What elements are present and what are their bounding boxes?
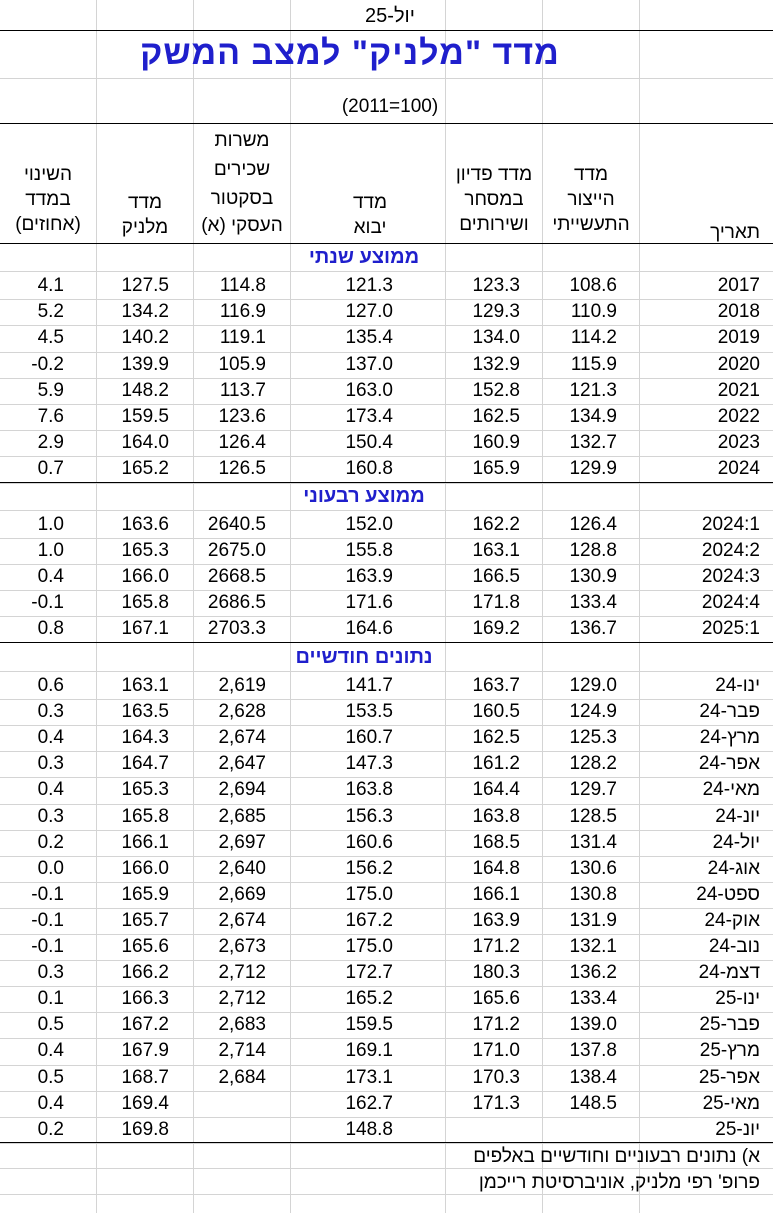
cell-industry: 128.8 [569,540,617,561]
cell-imports: 156.3 [345,805,393,827]
cell-date: יונ-25 [715,1118,760,1140]
header-melnik: מדד מלניק [121,192,169,238]
cell-employment: 2686.5 [207,592,266,613]
cell-change: -0.1 [31,592,64,613]
cell-industry: 125.3 [569,727,617,749]
cell-date: 2022 [717,406,760,427]
cell-change: 0.3 [37,753,64,775]
cell-trade: 129.3 [472,301,520,323]
divider [0,78,773,79]
divider [0,1194,773,1195]
cell-employment: 2,674 [218,727,266,749]
cell-trade: 134.0 [472,327,520,349]
cell-trade: 163.9 [472,909,520,931]
cell-date: 2021 [717,379,760,401]
cell-date: ספט-24 [696,883,760,905]
table-row [0,325,773,351]
cell-trade: 165.9 [472,458,520,480]
cell-trade: 160.9 [472,432,520,454]
table-row [0,1012,773,1038]
table-row [0,673,773,699]
cell-trade: 171.8 [472,592,520,613]
table-row [0,273,773,299]
cell-imports: 148.8 [345,1118,393,1140]
cell-date: ינו-24 [715,675,760,696]
cell-melnik: 164.3 [121,727,169,749]
table-row [0,564,773,590]
table-row [0,856,773,882]
header-trade: מדד פדיון במסחר ושירותים [455,164,533,235]
table-row [0,616,773,642]
cell-trade: 162.5 [472,727,520,749]
cell-date: 2018 [717,301,760,323]
cell-date: 2024:3 [701,566,760,587]
cell-employment: 2,647 [218,753,266,775]
cell-imports: 160.8 [345,458,393,480]
cell-melnik: 165.6 [121,936,169,957]
cell-imports: 137.0 [345,353,393,375]
cell-date: יול-24 [712,831,760,853]
cell-date: דצמ-24 [698,962,760,984]
cell-trade: 164.8 [472,857,520,879]
cell-industry: 138.4 [569,1066,617,1088]
cell-change: 0.5 [37,1014,64,1036]
cell-industry: 136.7 [569,618,617,639]
cell-melnik: 165.3 [121,779,169,801]
cell-melnik: 167.9 [121,1040,169,1062]
cell-melnik: 139.9 [121,353,169,375]
cell-employment: 119.1 [219,327,266,349]
cell-change: 5.9 [37,379,64,401]
table-row [0,908,773,934]
cell-melnik: 134.2 [121,301,169,323]
table-row [0,882,773,908]
table-row [0,456,773,482]
cell-melnik: 169.4 [121,1092,169,1114]
cell-date: מאי-24 [702,779,760,801]
cell-date: 2024:2 [701,540,760,561]
cell-imports: 169.1 [345,1040,393,1062]
cell-industry: 108.6 [569,275,617,296]
cell-trade: 163.1 [472,540,520,561]
cell-employment: 126.5 [218,458,266,480]
divider [0,30,773,31]
cell-employment: 2675.0 [207,540,266,561]
cell-industry: 136.2 [569,962,617,984]
divider [0,642,773,643]
cell-imports: 160.6 [345,831,393,853]
cell-change: 0.4 [37,566,64,587]
cell-industry: 130.8 [569,883,617,905]
cell-imports: 175.0 [345,883,393,905]
table-row [0,804,773,830]
divider [0,1142,773,1143]
cell-change: 0.2 [37,1118,64,1140]
cell-imports: 171.6 [345,592,393,613]
header-employment: משרות שכירים בסקטור העסקי (א) [201,130,283,236]
cell-melnik: 167.2 [121,1014,169,1036]
table-row [0,512,773,538]
cell-date: נוב-24 [708,936,760,957]
cell-trade: 163.8 [472,805,520,827]
cell-change: 2.9 [37,432,64,454]
cell-industry: 129.7 [569,779,617,801]
table-row [0,538,773,564]
cell-change: 1.0 [37,514,64,535]
cell-industry: 131.9 [569,909,617,931]
cell-employment: 2703.3 [207,618,266,639]
cell-change: 0.7 [37,458,64,480]
cell-date: 2025:1 [701,618,760,639]
cell-trade: 166.1 [472,883,520,905]
table-row [0,1065,773,1091]
cell-change: 4.1 [37,275,64,296]
cell-date: 2019 [717,327,760,349]
cell-date: מרץ-24 [699,727,760,749]
cell-imports: 147.3 [345,753,393,775]
cell-change: -0.1 [31,936,64,957]
cell-date: מאי-25 [702,1092,760,1114]
cell-employment: 2,640 [218,857,266,879]
cell-imports: 160.7 [345,727,393,749]
cell-imports: 172.7 [345,962,393,984]
table-row [0,934,773,960]
cell-trade: 163.7 [472,675,520,696]
cell-industry: 128.2 [569,753,617,775]
cell-employment: 2,697 [218,831,266,853]
cell-melnik: 168.7 [121,1066,169,1088]
cell-trade: 152.8 [472,379,520,401]
cell-imports: 163.0 [345,379,393,401]
cell-employment: 2,685 [218,805,266,827]
cell-industry: 129.0 [569,675,617,696]
cell-change: 0.0 [37,857,64,879]
cell-imports: 152.0 [345,514,393,535]
cell-trade: 161.2 [472,753,520,775]
cell-melnik: 165.2 [121,458,169,480]
cell-melnik: 166.0 [121,857,169,879]
cell-melnik: 140.2 [121,327,169,349]
cell-change: 0.4 [37,1040,64,1062]
cell-trade: 171.3 [472,1092,520,1114]
footnote: א) נתונים רבעוניים וחודשיים באלפים [473,1146,760,1167]
cell-trade: 171.2 [472,936,520,957]
cell-trade: 169.2 [472,618,520,639]
cell-industry: 114.2 [570,327,617,349]
cell-trade: 166.5 [472,566,520,587]
cell-imports: 153.5 [345,701,393,723]
cell-imports: 173.1 [345,1066,393,1088]
cell-industry: 139.0 [569,1014,617,1036]
table-row [0,1091,773,1117]
cell-imports: 141.7 [345,675,393,696]
cell-melnik: 165.9 [121,883,169,905]
cell-employment: 2,673 [218,936,266,957]
cell-industry: 131.4 [569,831,617,853]
cell-employment: 116.9 [219,301,266,323]
cell-melnik: 163.6 [121,514,169,535]
cell-trade: 168.5 [472,831,520,853]
cell-date: 2020 [717,353,760,375]
table-row [0,299,773,325]
cell-change: 0.5 [37,1066,64,1088]
cell-industry: 132.7 [569,432,617,454]
cell-imports: 173.4 [345,406,393,427]
cell-imports: 162.7 [345,1092,393,1114]
cell-employment: 113.7 [219,379,266,401]
cell-date: 2024 [717,458,760,480]
cell-melnik: 163.5 [121,701,169,723]
table-row [0,960,773,986]
cell-industry: 110.9 [570,301,617,323]
cell-trade: 171.0 [472,1040,520,1062]
cell-date: 2023 [717,432,760,454]
table-row [0,830,773,856]
table-row [0,352,773,378]
cell-employment: 2,683 [218,1014,266,1036]
cell-imports: 150.4 [345,432,393,454]
cell-trade: 165.6 [472,988,520,1010]
cell-trade: 162.2 [472,514,520,535]
cell-employment: 114.8 [219,275,266,296]
cell-employment: 2,712 [218,988,266,1010]
cell-change: 1.0 [37,540,64,561]
cell-imports: 163.8 [345,779,393,801]
cell-change: 0.8 [37,618,64,639]
cell-industry: 130.9 [569,566,617,587]
cell-change: 0.4 [37,1092,64,1114]
cell-employment: 2,684 [218,1066,266,1088]
cell-change: 0.2 [37,831,64,853]
report-date: יול-25 [365,5,415,27]
cell-industry: 148.5 [569,1092,617,1114]
cell-employment: 2,712 [218,962,266,984]
table-row [0,404,773,430]
cell-trade: 123.3 [472,275,520,296]
cell-date: 2024:1 [701,514,760,535]
cell-melnik: 165.8 [121,592,169,613]
cell-date: אפר-25 [698,1066,760,1088]
cell-melnik: 164.7 [121,753,169,775]
cell-date: אפר-24 [698,753,760,775]
cell-melnik: 166.1 [121,831,169,853]
header-imports: מדד יבוא [352,192,388,238]
cell-employment: 2,628 [218,701,266,723]
cell-date: ינו-25 [715,988,760,1010]
table-row [0,725,773,751]
cell-employment: 105.9 [218,353,266,375]
cell-imports: 159.5 [345,1014,393,1036]
table-row [0,378,773,404]
cell-date: יונ-24 [715,805,760,827]
cell-change: 7.6 [37,406,64,427]
cell-change: -0.2 [31,353,64,375]
table-row [0,777,773,803]
cell-trade: 180.3 [472,962,520,984]
cell-melnik: 159.5 [121,406,169,427]
cell-change: 0.1 [37,988,64,1010]
cell-melnik: 165.7 [121,909,169,931]
cell-date: פבר-25 [699,1014,760,1036]
cell-industry: 124.9 [569,701,617,723]
cell-change: 0.4 [37,779,64,801]
cell-date: אוק-24 [704,909,760,931]
cell-imports: 156.2 [345,857,393,879]
table-row [0,699,773,725]
cell-industry: 137.8 [569,1040,617,1062]
cell-change: 0.3 [37,701,64,723]
table-row [0,430,773,456]
cell-trade: 160.5 [472,701,520,723]
header-date: תאריך [710,222,760,243]
cell-imports: 164.6 [345,618,393,639]
cell-melnik: 169.8 [121,1118,169,1140]
cell-date: מרץ-25 [699,1040,760,1062]
cell-change: 0.3 [37,962,64,984]
cell-employment: 2640.5 [207,514,266,535]
cell-imports: 163.9 [345,566,393,587]
cell-industry: 133.4 [569,592,617,613]
cell-trade: 162.5 [472,406,520,427]
section-annual: ממוצע שנתי [308,246,420,268]
cell-change: -0.1 [31,883,64,905]
cell-melnik: 127.5 [121,275,169,296]
cell-employment: 126.4 [218,432,266,454]
cell-melnik: 164.0 [121,432,169,454]
cell-change: -0.1 [31,909,64,931]
divider [0,271,773,272]
cell-melnik: 167.1 [121,618,169,639]
table-row [0,1117,773,1143]
author-credit: פרופ' רפי מלניק, אוניברסיטת רייכמן [478,1172,760,1193]
divider [0,1168,773,1169]
table-row [0,1038,773,1064]
cell-change: 0.3 [37,805,64,827]
cell-melnik: 166.3 [121,988,169,1010]
table-row [0,986,773,1012]
divider [0,123,773,124]
cell-industry: 128.5 [569,805,617,827]
divider [0,671,773,672]
cell-change: 0.4 [37,727,64,749]
cell-industry: 129.9 [569,458,617,480]
cell-date: אוג-24 [707,857,760,879]
cell-melnik: 165.3 [121,540,169,561]
divider [0,482,773,483]
cell-date: פבר-24 [699,701,760,723]
cell-imports: 167.2 [345,909,393,931]
cell-date: 2024:4 [701,592,760,613]
cell-melnik: 166.2 [121,962,169,984]
cell-industry: 126.4 [569,514,617,535]
cell-imports: 155.8 [345,540,393,561]
cell-change: 5.2 [37,301,64,323]
header-change: השינוי במדד (אחוזים) [15,164,81,235]
cell-imports: 165.2 [345,988,393,1010]
cell-melnik: 165.8 [121,805,169,827]
cell-imports: 135.4 [345,327,393,349]
cell-melnik: 148.2 [121,379,169,401]
section-monthly: נתונים חודשיים [295,646,433,668]
cell-melnik: 166.0 [121,566,169,587]
cell-industry: 130.6 [569,857,617,879]
cell-change: 0.6 [37,675,64,696]
cell-trade: 171.2 [472,1014,520,1036]
header-industry: מדד הייצור התעשייתי [552,164,630,235]
cell-employment: 2,619 [218,675,266,696]
cell-employment: 2668.5 [207,566,266,587]
cell-trade: 132.9 [472,353,520,375]
cell-industry: 133.4 [569,988,617,1010]
section-quarterly: ממוצע רבעוני [303,485,425,507]
page-title: מדד "מלניק" למצב המשק [140,34,560,72]
cell-industry: 115.9 [570,353,617,375]
cell-industry: 132.1 [569,936,617,957]
cell-employment: 2,674 [218,909,266,931]
table-row [0,590,773,616]
base-year: (2011=100) [341,96,439,117]
cell-imports: 121.3 [345,275,393,296]
cell-imports: 175.0 [345,936,393,957]
cell-employment: 2,669 [218,883,266,905]
cell-trade: 170.3 [472,1066,520,1088]
cell-change: 4.5 [37,327,64,349]
cell-trade: 164.4 [472,779,520,801]
cell-employment: 2,714 [218,1040,266,1062]
cell-industry: 134.9 [569,406,617,427]
cell-imports: 127.0 [345,301,393,323]
cell-employment: 2,694 [218,779,266,801]
cell-employment: 123.6 [218,406,266,427]
table-row [0,751,773,777]
cell-date: 2017 [717,275,760,296]
cell-industry: 121.3 [569,379,617,401]
divider [0,510,773,511]
cell-melnik: 163.1 [121,675,169,696]
